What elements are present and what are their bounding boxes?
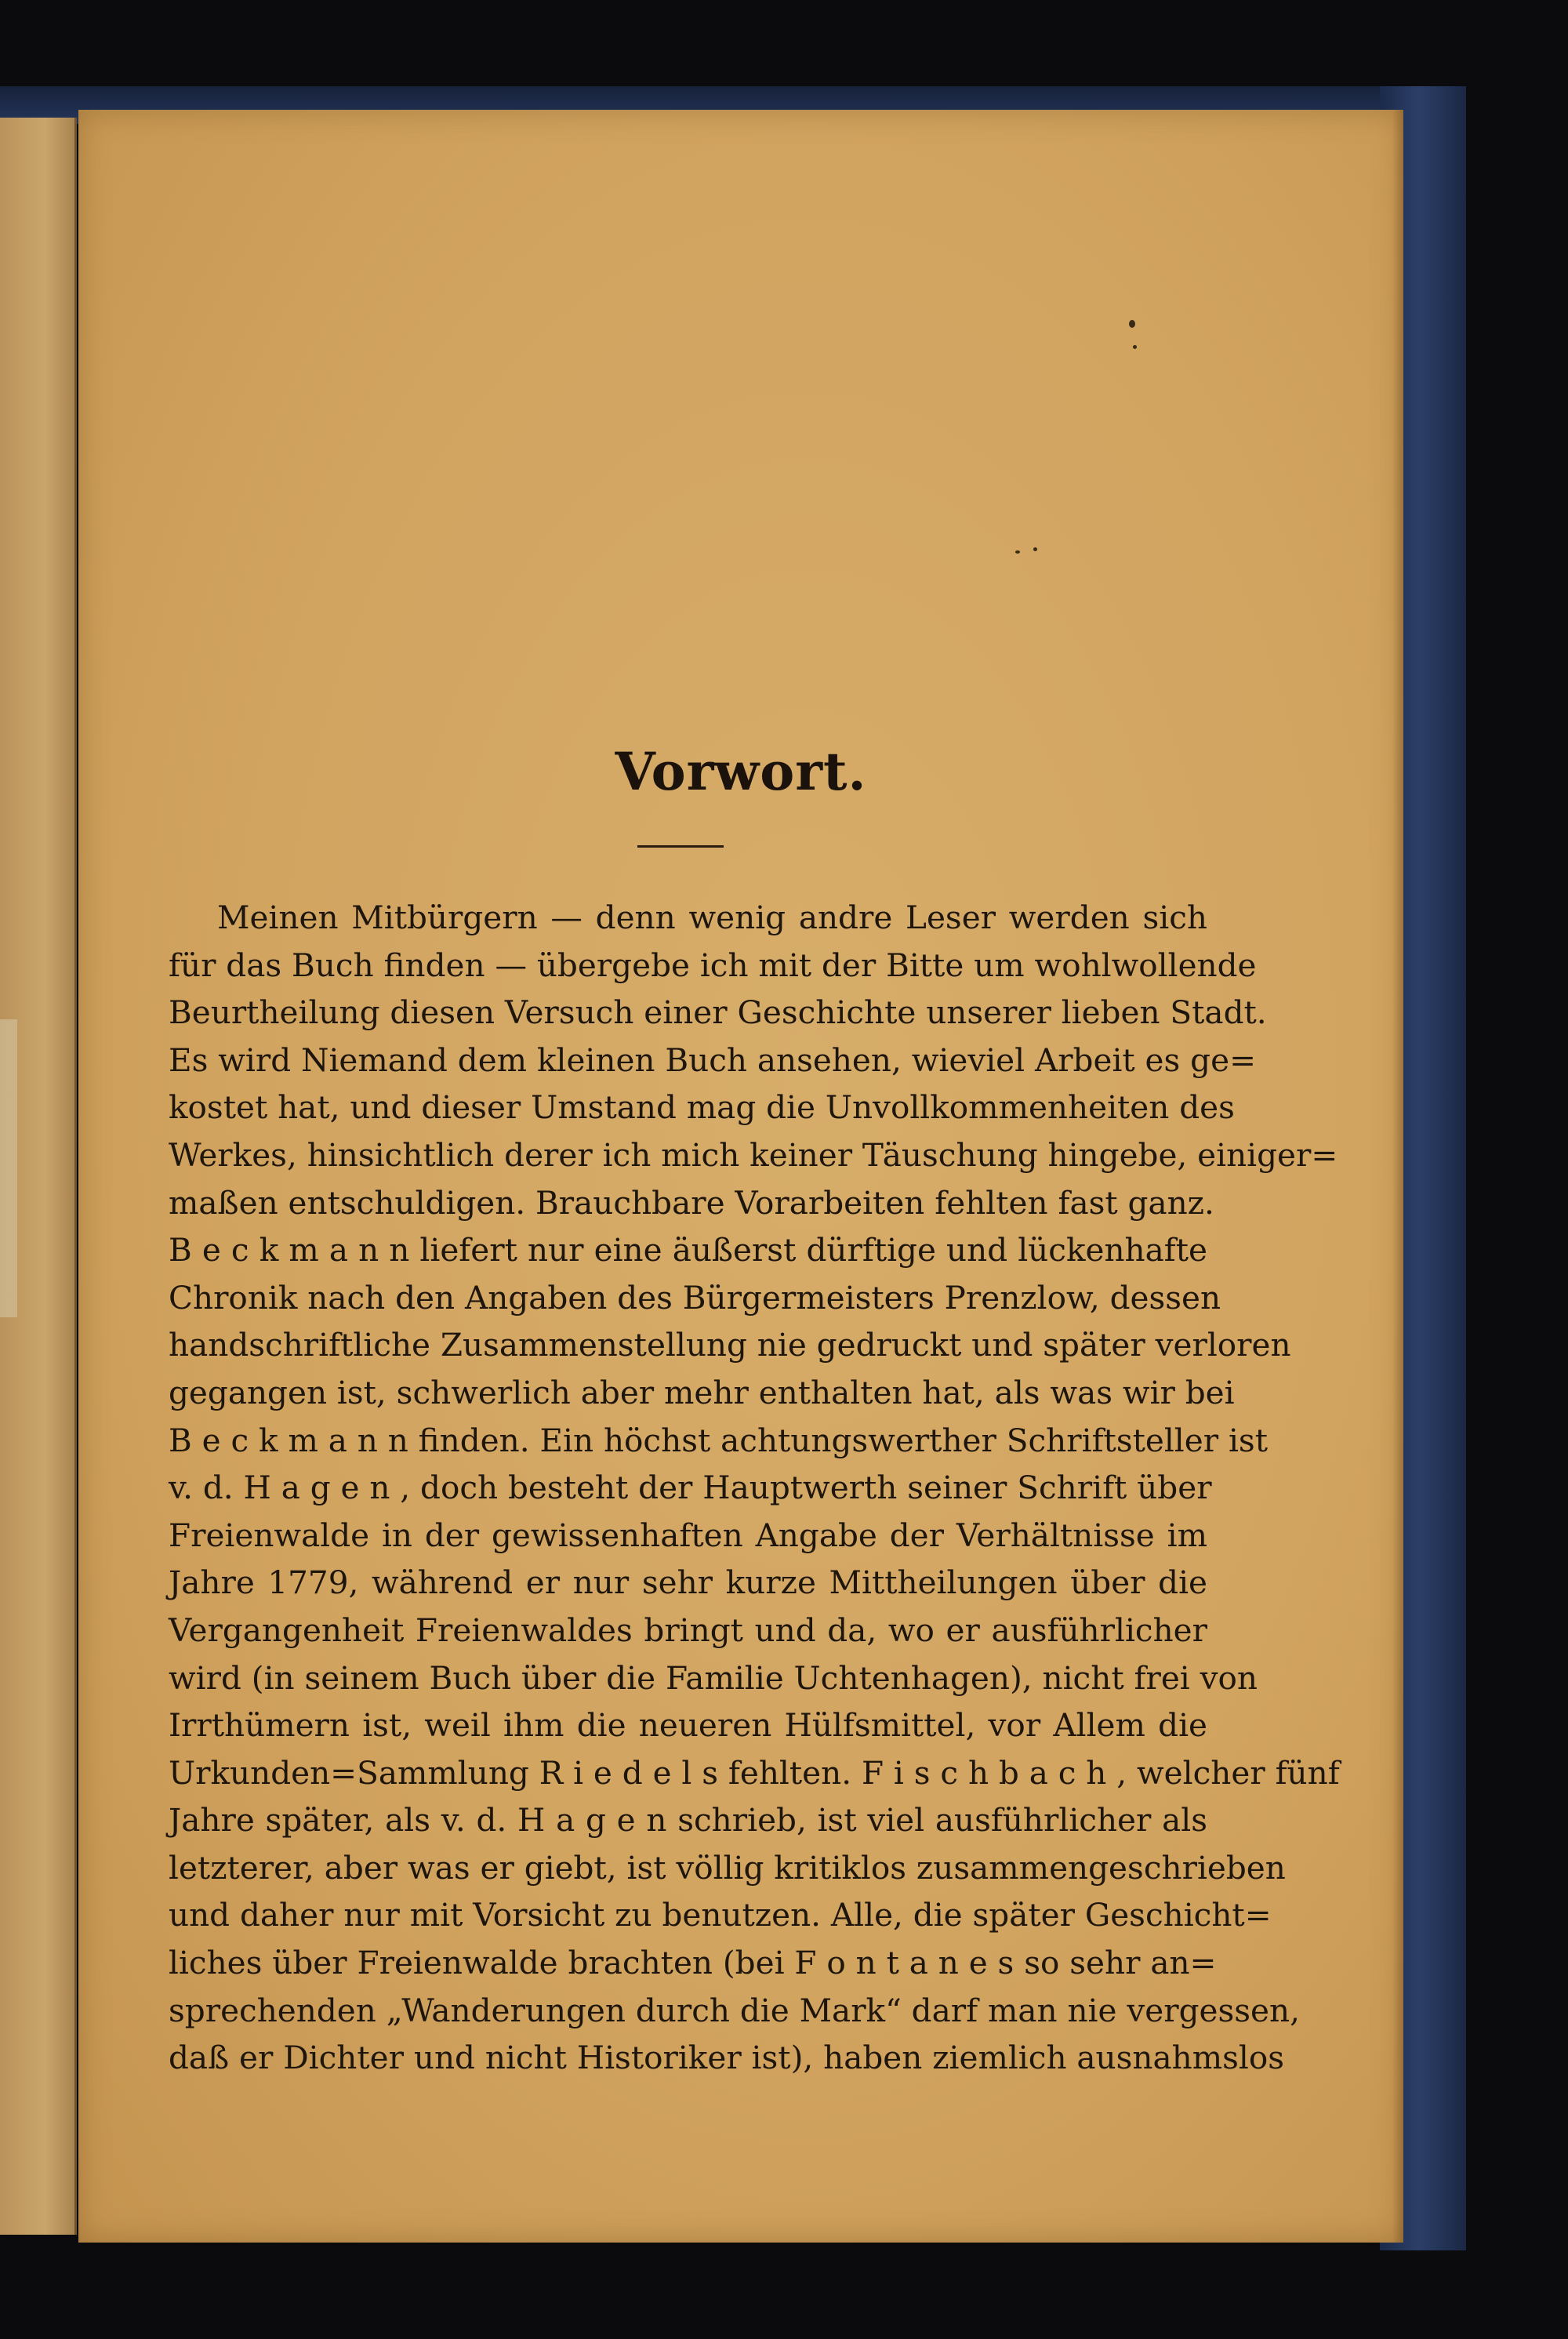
text-line: sprechenden „Wanderungen durch die Mark“ darf man nie vergessen, — [169, 1991, 1300, 2029]
text-line: daß er Dichter und nicht Historiker ist), haben ziemlich ausnahmslos — [169, 2039, 1285, 2077]
text-line: Urkunden=Sammlung R i e d e l s fehlten. F i s c h b a c h , welcher fünf — [169, 1753, 1340, 1792]
text-line: für das Buch finden — übergebe ich mit der Bitte um wohlwollende — [169, 946, 1257, 984]
text-line: kostet hat, und dieser Umstand mag die Unvollkommenheiten des — [169, 1088, 1235, 1127]
text-line: Freienwalde in der gewissenhaften Angabe der Verhältnisse im — [169, 1516, 1207, 1554]
paper-spot — [1129, 320, 1135, 328]
text-line: Vergangenheit Freienwaldes bringt und da, wo er ausführlicher — [169, 1611, 1207, 1649]
text-line: maßen entschuldigen. Brauchbare Vorarbeiten fehlten fast ganz. — [169, 1183, 1214, 1222]
facing-page-edge — [0, 118, 77, 2235]
text-line: Meinen Mitbürgern — denn wenig andre Leser werden sich — [217, 899, 1207, 936]
book-page — [78, 110, 1403, 2243]
text-line: v. d. H a g e n , doch besteht der Hauptwerth seiner Schrift über — [169, 1469, 1212, 1507]
paper-spot — [1015, 550, 1020, 554]
text-line: handschriftliche Zusammenstellung nie gedruckt und später verloren — [169, 1326, 1291, 1364]
text-line: und daher nur mit Vorsicht zu benutzen. Alle, die später Geschicht= — [169, 1896, 1272, 1934]
text-line: letzterer, aber was er giebt, ist völlig kritiklos zusammengeschrieben — [169, 1848, 1286, 1887]
text-line: B e c k m a n n liefert nur eine äußerst dürftige und lückenhafte — [169, 1231, 1207, 1269]
text-line: liches über Freienwalde brachten (bei F o n t a n e s so sehr an= — [169, 1944, 1217, 1982]
paper-spot — [1033, 547, 1037, 551]
text-line: Beurtheilung diesen Versuch einer Geschichte unserer lieben Stadt. — [169, 993, 1267, 1032]
text-line: B e c k m a n n finden. Ein höchst achtungswerther Schriftsteller ist — [169, 1421, 1268, 1459]
preface-text — [169, 894, 1340, 2082]
text-line: Jahre später, als v. d. H a g e n schrieb, ist viel ausführlicher als — [169, 1801, 1207, 1840]
text-line: Jahre 1779, während er nur sehr kurze Mittheilungen über die — [169, 1564, 1207, 1602]
text-line: Chronik nach den Angaben des Bürgermeisters Prenzlow, dessen — [169, 1278, 1221, 1317]
text-line: Irrthümern ist, weil ihm die neueren Hülfsmittel, vor Allem die — [169, 1706, 1207, 1745]
text-line: wird (in seinem Buch über die Familie Uchtenhagen), nicht frei von — [169, 1658, 1258, 1697]
text-line: Es wird Niemand dem kleinen Buch ansehen, wieviel Arbeit es ge= — [169, 1041, 1257, 1079]
page-title: Vorwort. — [615, 741, 867, 802]
text-line: gegangen ist, schwerlich aber mehr enthalten hat, als was wir bei — [169, 1373, 1235, 1411]
paper-spot — [1133, 345, 1137, 349]
page-edge-shadow — [1392, 110, 1403, 2243]
title-divider — [637, 845, 724, 848]
text-line: Werkes, hinsichtlich derer ich mich keiner Täuschung hingebe, einiger= — [169, 1135, 1338, 1174]
